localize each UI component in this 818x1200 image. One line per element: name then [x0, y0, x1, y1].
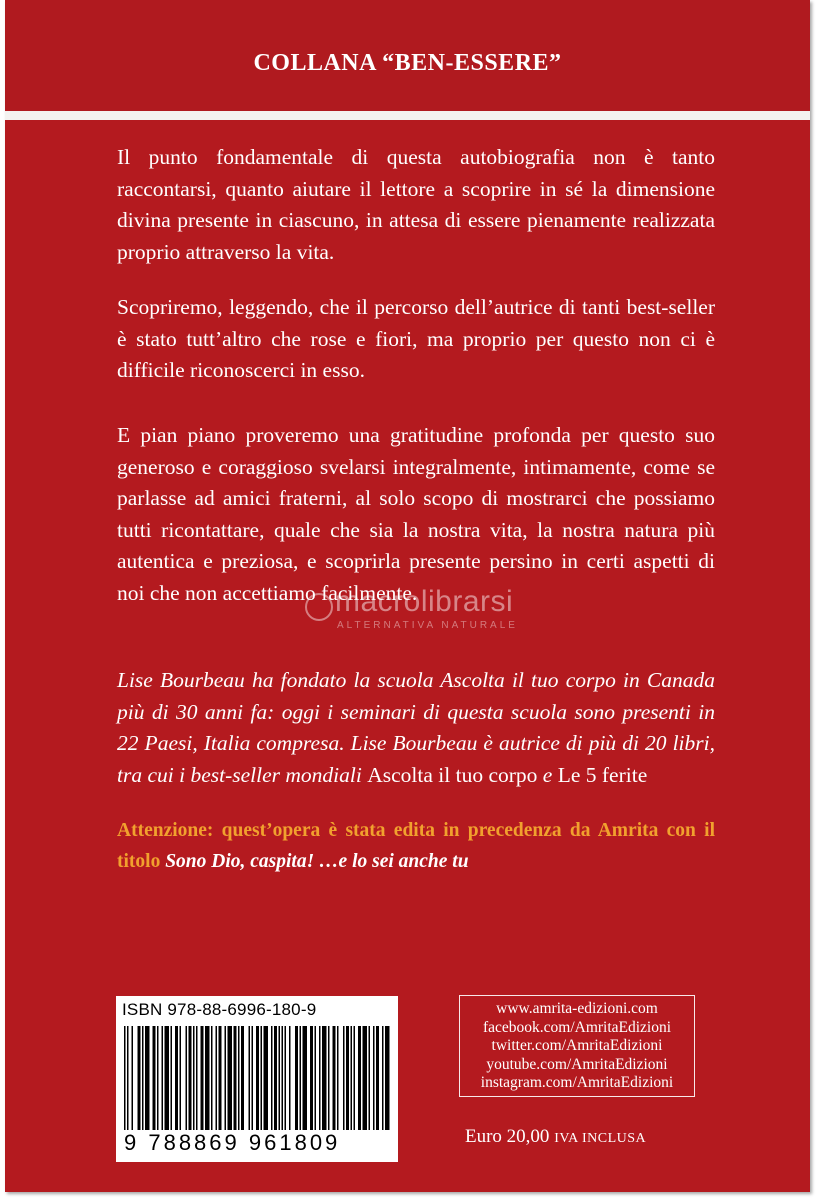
barcode-bar — [289, 1026, 291, 1130]
barcode-bar — [328, 1026, 330, 1130]
barcode-bar — [333, 1026, 336, 1130]
header-divider — [5, 111, 810, 120]
barcode-bar — [337, 1026, 339, 1130]
barcode-bar — [346, 1026, 349, 1130]
isbn-barcode-box — [116, 996, 398, 1162]
barcode-bar — [186, 1026, 188, 1130]
barcode-bar — [216, 1026, 218, 1130]
barcode-bar — [271, 1026, 273, 1130]
bio-conjunction: e — [537, 762, 558, 787]
synopsis-paragraph-2: Scopriremo, leggendo, che il percorso dell’autrice di tanti best-seller è stato tutt’altro che rose e fiori, ma proprio per questo non ci è difficile riconoscerci in esso. — [117, 295, 715, 382]
barcode-bar — [145, 1026, 150, 1130]
barcode-bar — [124, 1026, 126, 1130]
barcode-bar — [310, 1026, 313, 1130]
barcode-bar — [354, 1026, 356, 1130]
barcode-bar — [363, 1026, 368, 1130]
isbn-label: ISBN 978-88-6996-180-9 — [122, 1000, 317, 1019]
watermark-circle-icon — [305, 593, 333, 621]
barcode-bar — [165, 1026, 170, 1130]
barcode-bar — [142, 1026, 144, 1130]
link-twitter[interactable]: twitter.com/AmritaEdizioni — [491, 1037, 663, 1054]
barcode-bar — [300, 1026, 302, 1130]
barcode-bar — [385, 1026, 390, 1130]
barcode-bar — [264, 1026, 269, 1130]
barcode-bar — [315, 1026, 317, 1130]
barcode-bar — [189, 1026, 192, 1130]
barcode-bar — [157, 1026, 159, 1130]
barcode-bar — [252, 1026, 254, 1130]
barcode-bar — [373, 1026, 375, 1130]
barcode-bar — [153, 1026, 156, 1130]
barcode-bar — [279, 1026, 281, 1130]
barcode-bar — [376, 1026, 379, 1130]
barcode-bar — [205, 1026, 210, 1130]
barcode-bar — [256, 1026, 259, 1130]
edition-notice — [117, 815, 715, 877]
barcode-bar — [274, 1026, 277, 1130]
link-instagram[interactable]: instagram.com/AmritaEdizioni — [480, 1074, 674, 1091]
previous-title: Sono Dio, caspita! …e lo sei anche tu — [165, 851, 469, 872]
link-website[interactable]: www.amrita-edizioni.com — [496, 1000, 658, 1017]
watermark-brand: macrolibrarsi — [335, 585, 514, 618]
barcode-bar — [319, 1026, 321, 1130]
synopsis-paragraph-1: Il punto fondamentale di questa autobiografia non è tanto raccontarsi, quanto aiutare il lettore a scoprire in sé la dimensione divina presente in ciascuno, in attesa di essere pienamente realizzata proprio attraverso la vita. — [117, 145, 715, 264]
barcode-bar — [351, 1026, 353, 1130]
barcode-bar — [228, 1026, 233, 1130]
series-title: COLLANA “BEN-ESSERE” — [253, 50, 562, 76]
barcode-bar — [225, 1026, 227, 1130]
barcode-bar — [343, 1026, 345, 1130]
barcode-bar — [138, 1026, 141, 1130]
watermark-tagline: ALTERNATIVA NATURALE — [337, 620, 518, 631]
barcode-bar — [162, 1026, 164, 1130]
barcode-bar — [249, 1026, 251, 1130]
barcode-bar — [358, 1026, 361, 1130]
publisher-links-box — [459, 995, 695, 1097]
edition-notice-text: Attenzione: quest’opera è stata edita in precedenza da Amrita con il titolo — [117, 820, 715, 872]
book-back-cover — [5, 0, 810, 1192]
barcode-bar — [282, 1026, 284, 1130]
barcode-bar — [322, 1026, 327, 1130]
author-bio — [117, 665, 715, 791]
book-title-ascolta: Ascolta il tuo corpo — [367, 762, 538, 787]
barcode-bar — [369, 1026, 371, 1130]
book-title-ferite: Le 5 ferite — [557, 762, 648, 787]
header-band — [5, 0, 810, 111]
barcode-bar — [211, 1026, 213, 1130]
link-facebook[interactable]: facebook.com/AmritaEdizioni — [482, 1018, 672, 1036]
barcode-bar — [171, 1026, 173, 1130]
barcode-bar — [196, 1026, 198, 1130]
author-bio-text: Lise Bourbeau ha fondato la scuola Ascolta il tuo corpo in Canada più di 30 anni fa: oggi i seminari di questa scuola sono presenti in 22 Paesi, Italia compresa. Lise Bourbeau è autrice di più di 20 libri, tra cui i best-seller mondiali — [117, 668, 715, 787]
barcode-icon — [124, 1026, 390, 1130]
synopsis-paragraph-3: E pian piano proveremo una gratitudine profonda per questo suo generoso e coraggioso svelarsi integralmente, intimamente, come se parlasse ad amici fraterni, al solo scopo di mostrarci che possiamo tutti ricontattare, quale che sia la nostra vita, la nostra natura più autentica e preziosa, e scoprirla presente persino in certi aspetti di noi che non accettiamo facilmente. — [117, 423, 715, 605]
barcode-bar — [127, 1026, 129, 1130]
barcode-bar — [295, 1026, 298, 1130]
barcode-bar — [303, 1026, 308, 1130]
barcode-bar — [261, 1026, 263, 1130]
link-youtube[interactable]: youtube.com/AmritaEdizioni — [486, 1055, 668, 1073]
barcode-bar — [193, 1026, 195, 1130]
barcode-bar — [132, 1026, 134, 1130]
barcode-digits: 9 788869 961809 — [124, 1130, 341, 1155]
barcode-bar — [201, 1026, 204, 1130]
barcode-bar — [285, 1026, 287, 1130]
price-vat: IVA INCLUSA — [554, 1131, 647, 1146]
barcode-bar — [180, 1026, 182, 1130]
barcode-bar — [219, 1026, 222, 1130]
barcode-bar — [175, 1026, 178, 1130]
barcode-bar — [234, 1026, 237, 1130]
barcode-bar — [382, 1026, 384, 1130]
watermark-logo — [305, 585, 585, 635]
price-label — [465, 1126, 646, 1148]
barcode-bar — [241, 1026, 244, 1130]
price-amount: Euro 20,00 — [465, 1126, 550, 1147]
barcode-bar — [238, 1026, 240, 1130]
